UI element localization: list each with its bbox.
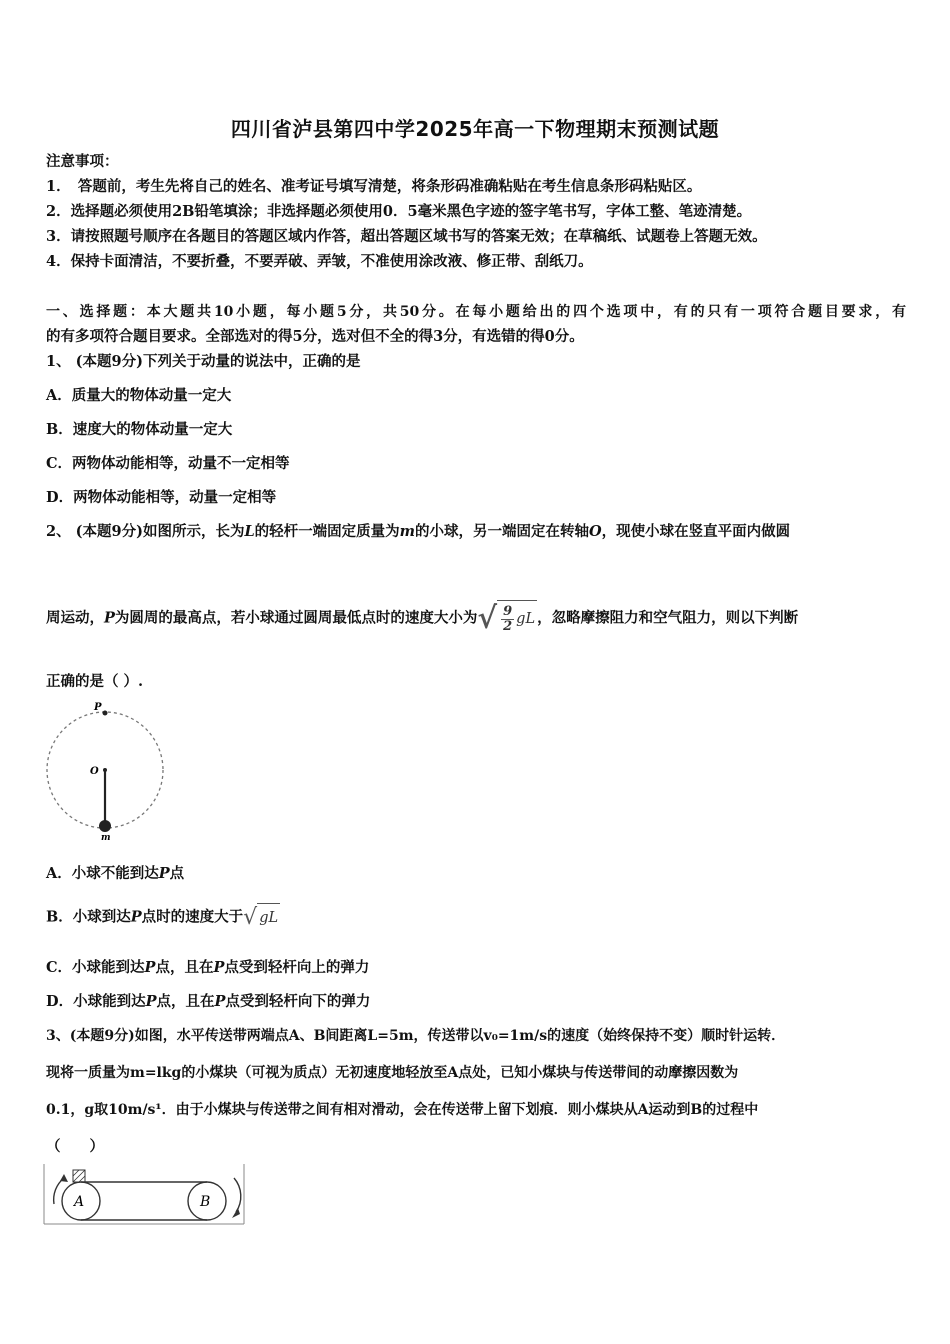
notice-item-1: 1． 答题前，考生先将自己的姓名、准考证号填写清楚，将条形码准确粘贴在考生信息条形码粘贴区。 bbox=[46, 178, 702, 195]
page-title: 四川省泸县第四中学2025年高一下物理期末预测试题 bbox=[230, 117, 720, 141]
label-P: P bbox=[94, 702, 102, 713]
top-point-dot bbox=[103, 711, 108, 716]
q2-option-d: D．小球能到达P点，且在P点受到轻杆向下的弹力 bbox=[46, 993, 371, 1010]
q1-option-d: D．两物体动能相等，动量一定相等 bbox=[46, 489, 277, 506]
circle-motion-figure bbox=[44, 700, 169, 840]
q3-stem-line4: （ ） bbox=[46, 1138, 104, 1155]
label-A: A bbox=[74, 1194, 85, 1210]
section-intro-line2: 的有多项符合题目要求。全部选对的得5分，选对但不全的得3分，有选错的得0分。 bbox=[46, 328, 584, 345]
q3-stem-line2: 现将一质量为m=lkg的小煤块（可视为质点）无初速度地轻放至A点处，已知小煤块与传送带间的动摩擦因数为 bbox=[46, 1065, 739, 1081]
q1-option-b: B．速度大的物体动量一定大 bbox=[46, 421, 233, 438]
sqrt-expression: √ $\frac{9}{2}$ gL bbox=[477, 600, 536, 636]
q2-option-a: A．小球不能到达P点 bbox=[46, 865, 185, 882]
section-intro-line1: 一、选择题：本大题共10小题，每小题5分，共50分。在每小题给出的四个选项中，有的只有一项符合题目要求，有 bbox=[46, 304, 906, 320]
q1-option-c: C．两物体动能相等，动量不一定相等 bbox=[46, 455, 290, 472]
q2-stem-line3: 正确的是（ ）. bbox=[46, 673, 144, 690]
conveyor-belt-figure bbox=[42, 1164, 247, 1228]
notice-item-3: 3．请按照题号顺序在各题目的答题区域内作答，超出答题区域书写的答案无效；在草稿纸、试题卷上答题无效。 bbox=[46, 228, 767, 245]
notice-heading: 注意事项： bbox=[46, 153, 119, 170]
q1-stem: 1、 (本题9分)下列关于动量的说法中，正确的是 bbox=[46, 353, 361, 370]
q2-option-b: B．小球到达P点时的速度大于√ gL bbox=[46, 903, 280, 932]
label-m: m bbox=[101, 833, 111, 840]
q2-option-c: C．小球能到达P点，且在P点受到轻杆向上的弹力 bbox=[46, 959, 370, 976]
pivot-dot bbox=[103, 768, 107, 772]
ball bbox=[99, 820, 111, 832]
q2-stem-line1: 2、 (本题9分)如图所示，长为L的轻杆一端固定质量为m的小球，另一端固定在转轴O，现使小球在竖直平面内做圆 bbox=[46, 523, 791, 540]
q2-stem-line2: 周运动，P为圆周的最高点，若小球通过圆周最低点时的速度大小为√ $\frac{9}{2}$ gL ，忽略摩擦阻力和空气阻力，则以下判断 bbox=[46, 600, 799, 636]
q3-stem-line3: 0.1，g取10m/s¹．由于小煤块与传送带之间有相对滑动，会在传送带上留下划痕．则小煤块从A运动到B的过程中 bbox=[46, 1102, 759, 1118]
q3-stem-line1: 3、(本题9分)如图，水平传送带两端点A、B间距离L=5m，传送带以v₀=1m/s的速度（始终保持不变）顺时针运转． bbox=[46, 1028, 786, 1044]
notice-item-4: 4．保持卡面清洁，不要折叠，不要弄破、弄皱，不准使用涂改液、修正带、刮纸刀。 bbox=[46, 253, 593, 270]
label-O: O bbox=[90, 766, 99, 777]
label-B: B bbox=[200, 1194, 211, 1210]
notice-item-2: 2．选择题必须使用2B铅笔填涂；非选择题必须使用0．5毫米黑色字迹的签字笔书写，字体工整、笔迹清楚。 bbox=[46, 203, 752, 220]
q1-option-a: A．质量大的物体动量一定大 bbox=[46, 387, 232, 404]
rotation-arrow-right bbox=[234, 1178, 241, 1212]
